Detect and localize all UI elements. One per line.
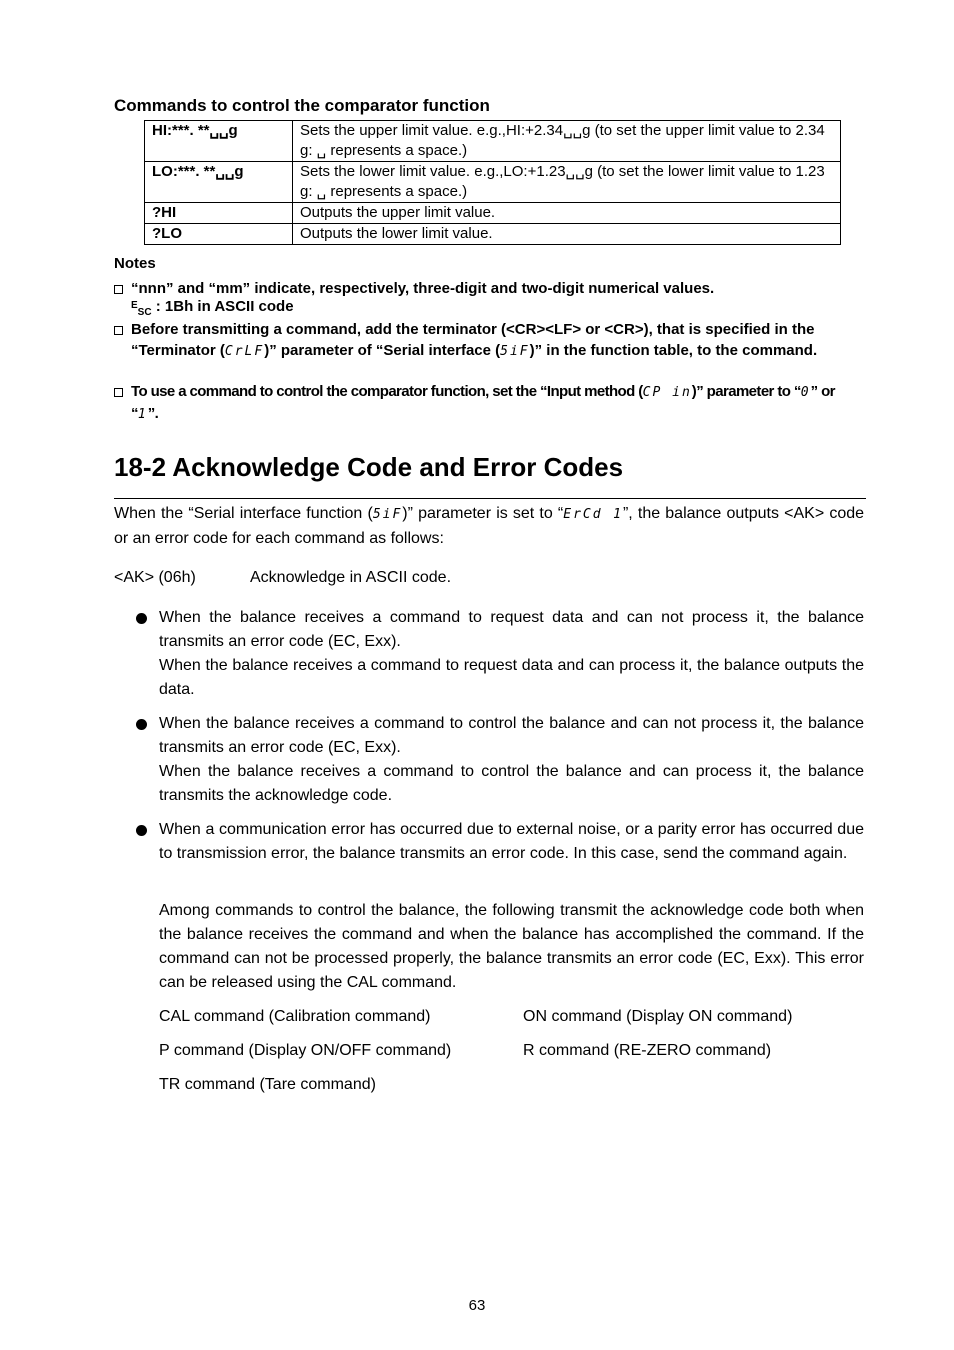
intro-text: When the “Serial interface function ( — [114, 505, 373, 522]
note-item — [114, 278, 854, 299]
checkbox-bullet-icon — [114, 326, 123, 335]
checkbox-bullet-icon — [114, 388, 123, 397]
bullet-text: When the balance receives a command to control the balance and can process it, the balance transmits the acknowledge code. — [159, 763, 864, 804]
note-text-part: Before transmitting a command, add the terminator (<CR><LF> or <CR>), that is specified in the “Terminator ( — [131, 321, 815, 359]
bullet-text: When the balance receives a command to request data and can process it, the balance outputs the data. — [159, 657, 864, 698]
intro-text: )” parameter is set to “ — [402, 505, 564, 522]
note-item — [114, 319, 854, 362]
note-text: “nnn” and “mm” indicate, respectively, three-digit and two-digit numerical values. — [131, 280, 715, 297]
ak-code: <AK> (06h) — [114, 569, 196, 586]
bullet-text: When the balance receives a command to control the balance and can not process it, the balance transmits an error code (EC, Exx). — [159, 715, 864, 756]
command-cell: ?HI — [145, 203, 293, 224]
bullet-dot-icon — [136, 719, 147, 730]
bullet-item — [136, 606, 864, 702]
note-text-part: ” or “ — [131, 383, 835, 422]
segment-display-text: 0 — [800, 385, 811, 400]
table-row — [145, 121, 841, 162]
segment-display-text: CP in — [642, 385, 692, 400]
notes-heading: Notes — [114, 255, 156, 272]
note-text-part: )” in the function table, to the command. — [529, 342, 818, 359]
bullet-dot-icon — [136, 613, 147, 624]
esc-e: E — [131, 300, 138, 311]
note-text-part: ”. — [147, 405, 159, 422]
note-text-part: )” parameter of “Serial interface ( — [264, 342, 501, 359]
section-title: 18-2 Acknowledge Code and Error Codes — [114, 452, 624, 482]
segment-display-text: ErCd 1 — [563, 507, 623, 522]
bullet-dot-icon — [136, 825, 147, 836]
command-list-item: R command (RE-ZERO command) — [523, 1042, 772, 1059]
command-list-item: CAL command (Calibration command) — [159, 1008, 431, 1025]
note-text-part: )” parameter to “ — [691, 383, 801, 400]
description-cell: Sets the upper limit value. e.g.,HI:+2.34␣␣g (to set the upper limit value to 2.34 g: ␣ represents a space.) — [293, 121, 841, 162]
bullet-item — [136, 712, 864, 808]
note-text — [131, 381, 854, 425]
esc-note — [131, 298, 294, 318]
comparator-command-table — [144, 120, 841, 245]
description-cell: Outputs the lower limit value. — [293, 224, 841, 245]
command-cell: LO:***. **␣␣g — [145, 162, 293, 203]
intro-paragraph — [114, 502, 864, 551]
description-cell: Sets the lower limit value. e.g.,LO:+1.23␣␣g (to set the lower limit value to 1.23 g: ␣ represents a space.) — [293, 162, 841, 203]
intro-text: ”, the balance outputs <AK> code or an error code for each command as follows: — [114, 505, 865, 547]
bullet-text: When the balance receives a command to request data and can not process it, the balance transmits an error code (EC, Exx). — [159, 609, 864, 650]
table-row — [145, 162, 841, 203]
command-cell: ?LO — [145, 224, 293, 245]
note-item — [114, 381, 854, 425]
comparator-heading: Commands to control the comparator function — [114, 96, 490, 115]
checkbox-bullet-icon — [114, 285, 123, 294]
table-row — [145, 203, 841, 224]
bullet-text: When a communication error has occurred due to external noise, or a parity error has occurred due to transmission error, the balance transmits an error code. In this case, send the command again. — [159, 821, 864, 862]
segment-display-text: 5iF — [500, 344, 530, 359]
esc-sc: SC — [137, 307, 152, 318]
page-number: 63 — [468, 1297, 486, 1314]
segment-display-text: 5iF — [372, 507, 403, 522]
esc-text: : 1Bh in ASCII code — [151, 298, 294, 315]
command-list-item: TR command (Tare command) — [159, 1076, 376, 1093]
ak-description: Acknowledge in ASCII code. — [250, 569, 452, 586]
among-paragraph: Among commands to control the balance, the following transmit the acknowledge code both when the balance receives the command and when the balance has accomplished the command. If the command can not be processed properly, the balance transmits an error code (EC, Exx). This error can be released using the CAL command. — [159, 902, 864, 991]
bullet-item — [136, 818, 864, 866]
segment-display-text: 1 — [137, 407, 148, 422]
command-list-item: P command (Display ON/OFF command) — [159, 1042, 452, 1059]
description-cell: Outputs the upper limit value. — [293, 203, 841, 224]
table-row — [145, 224, 841, 245]
command-cell: HI:***. **␣␣g — [145, 121, 293, 162]
segment-display-text: CrLF — [224, 344, 265, 359]
command-list-item: ON command (Display ON command) — [523, 1008, 793, 1025]
note-text-part: To use a command to control the comparator function, set the “Input method ( — [131, 383, 643, 400]
note-text — [131, 319, 854, 362]
section-divider — [114, 498, 866, 499]
